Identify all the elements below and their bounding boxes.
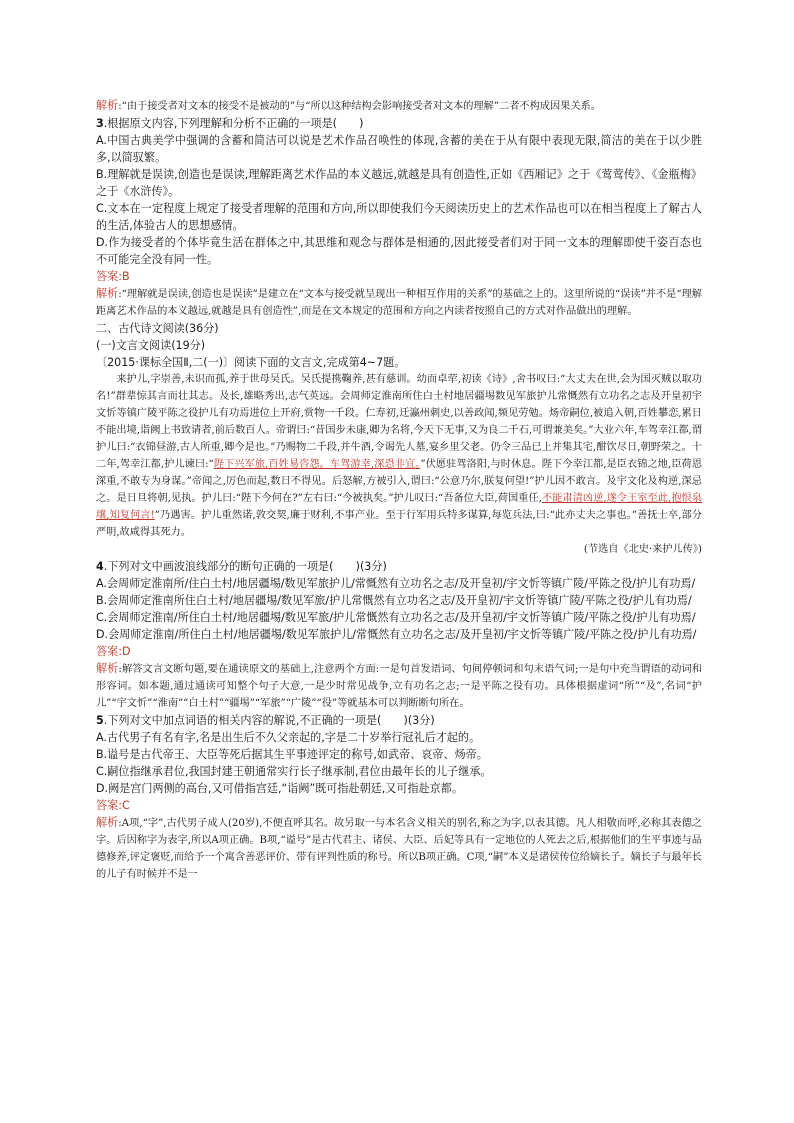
option-b: B.会周师定淮南所住白土村/地居疆埸/数见军旅/护儿常慨然有立功名之志/及开皇初/宇文忻等镇广陵/平陈之役/护儿有功焉/ bbox=[96, 594, 692, 607]
question-text: .下列对文中画波浪线部分的断句正确的一项是( )(3分) bbox=[103, 560, 387, 573]
analysis-paragraph bbox=[96, 285, 702, 320]
analysis-paragraph bbox=[96, 97, 702, 115]
answer-label: 答案 bbox=[96, 270, 119, 283]
analysis-text: :“由于接受者对文本的接受不是被动的”与“所以这种结构会影响接受者对文本的理解”二者不构成因果关系。 bbox=[118, 101, 601, 112]
classical-passage bbox=[96, 371, 702, 541]
answer-value: :C bbox=[118, 799, 130, 812]
answer-line bbox=[96, 643, 702, 660]
option-b: B.谥号是古代帝王、大臣等死后据其生平事迹评定的称号,如武帝、哀帝、炀帝。 bbox=[96, 748, 488, 761]
option-b: B.理解就是误读,创造也是误读,理解距离艺术作品的本义越远,就越是具有创造性,正如《西厢记》之于《莺莺传》、《金瓶梅》之于《水浒传》。 bbox=[96, 168, 702, 198]
question-3-stem bbox=[96, 115, 702, 132]
underlined-sentence: 陛下兴军旅,百姓易咨怨。车驾游幸,深恐非宜。 bbox=[213, 459, 421, 470]
passage-text: ”伏愿驻驾洛阳,与时休息。陛下今幸江都,是臣衣锦之地,臣荷恩深重,不敢专为身谋。”帝闻之,厉色而起,数日不得见。后怒解,方被引入,谓曰:“公意乃尔,朕复何望!”护儿因不敢言。及宇文化及构逆,深忌之。是日旦将朝,见执。护儿曰:“陛下今何在?”左右曰:“今被执矣。”护儿叹曰:“吾备位大臣,荷国重任, bbox=[96, 459, 703, 504]
option-d: D.会周师定淮南/所住白土村/地居疆埸/数见军旅护儿/常慨然有立功名之志/及开皇初/宇文忻等镇广陵/平陈之役/护儿有功焉/ bbox=[96, 628, 697, 641]
question-text: .下列对文中加点词语的相关内容的解说,不正确的一项是( )(3分) bbox=[103, 714, 435, 727]
analysis-label: 解析 bbox=[96, 287, 119, 300]
answer-value: :B bbox=[118, 270, 130, 283]
underlined-sentence: 不能肃清凶逆,遂令王室至此,抱恨泉壤,知复何言! bbox=[96, 493, 702, 521]
analysis-text: :“理解就是误读,创造也是误读”是建立在“文本与接受就呈现出一种相互作用的关系”的基础之上的。这里所说的“误读”并不是“理解距离艺术作品的本义越远,就越是具有创造性”,而是在文本规定的范围和方向之内读者按照自己的方式对作品做出的理解。 bbox=[96, 289, 702, 317]
reading-instruction: 〔2015·课标全国Ⅱ,二(一)〕阅读下面的文言文,完成第4~7题。 bbox=[96, 356, 406, 369]
option-c: C.文本在一定程度上规定了接受者理解的范围和方向,所以即使我们今天阅读历史上的艺术作品也可以在相当程度上了解古人的生活,体验古人的思想感情。 bbox=[96, 202, 702, 232]
document-page bbox=[96, 97, 702, 883]
analysis-paragraph bbox=[96, 660, 702, 712]
passage-text: ”乃遇害。护儿重然诺,敦交契,廉于财利,不事产业。至于行军用兵特多谋算,每览兵法,曰:“此亦丈夫之事也。”善抚士卒,部分严明,故咸得其死力。 bbox=[96, 510, 702, 538]
passage-source: (节选自《北史·来护儿传》) bbox=[583, 544, 702, 555]
analysis-text: :解答文言文断句题,要在通读原文的基础上,注意两个方面:一是句首发语词、句间停顿词和句末语气词;一是句中充当谓语的动词和形容词。如本题,通过通读可知整个句子大意,一是少时常见战争,立有功名之志;一是平陈之役有功。具体根据虚词“所”“及”,名词“护儿”“宇文忻”“淮南”“白土村”“疆埸”“军旅”“广陵”“役”等就基本可以判断断句所在。 bbox=[96, 664, 702, 709]
answer-label: 答案 bbox=[96, 799, 119, 812]
answer-label: 答案 bbox=[96, 645, 119, 658]
analysis-label: 解析 bbox=[96, 662, 119, 675]
option-a: A.会周师定淮南所/住白土村/地居疆埸/数见军旅护儿/常慨然有立功名之志/及开皇初/宇文忻等镇广陵/平陈之役/护儿有功焉/ bbox=[96, 577, 696, 590]
question-4-stem bbox=[96, 558, 702, 575]
question-5-stem bbox=[96, 712, 702, 729]
answer-value: :D bbox=[118, 645, 131, 658]
option-d: D.阙是宫门两侧的高台,又可借指宫廷,“诣阙”既可指赴朝廷,又可指赴京都。 bbox=[96, 782, 463, 795]
subsection-heading: (一)文言文阅读(19分) bbox=[96, 339, 206, 352]
passage-text: 来护儿,字崇善,未识而孤,养于世母吴氏。吴氏提携鞠养,甚有慈训。幼而卓荦,初读《诗》,舍书叹曰:“大丈夫在世,会为国灭贼以取功名!”群辈惊其言而壮其志。及长,雄略秀出,志气英远。会周师定淮南所住白土村地居疆埸数见军旅护儿常慨然有立功名之志及开皇初宇文忻等镇广陵平陈之役护儿有功焉进位上开府,赏物一千段。仁寿初,迁瀛州刺史,以善政闻,频见劳勉。炀帝嗣位,被追入朝,百姓攀恋,累日不能出境,诣阙上书致请者,前后数百人。帝谓曰:“昔国步未康,卿为名将,今天下无事,又为良二千石,可谓兼美矣。”大业六年,车驾幸江都,谓护儿曰:“衣锦昼游,古人所重,卿今是也。”乃赐物二千段,并牛酒,令谒先人墓,宴乡里父老。仍令三品已上并集其宅,酣饮尽日,朝野荣之。十二年,驾幸江都,护儿谏曰:“ bbox=[96, 374, 702, 470]
answer-line bbox=[96, 797, 702, 814]
option-a: A.古代男子有名有字,名是出生后不久父亲起的,字是二十岁举行冠礼后才起的。 bbox=[96, 731, 481, 744]
analysis-text: :A项,“字”,古代男子成人(20岁),不便直呼其名。故另取一与本名含义相关的别名,称之为字,以表其德。凡人相敬而呼,必称其表德之字。后因称字为表字,所以A项正确。B项,“谥号”是古代君主、诸侯、大臣、后妃等具有一定地位的人死去之后,根据他们的生平事迹与品德修养,评定褒贬,而给予一个寓含善恶评价、带有评判性质的称号。所以B项正确。C项,“嗣”本义是诸侯传位给嫡长子。嫡长子与最年长的儿子有时候并不是一 bbox=[96, 818, 702, 880]
section-heading: 二、古代诗文阅读(36分) bbox=[96, 322, 219, 335]
answer-line bbox=[96, 268, 702, 285]
question-number: 5 bbox=[96, 714, 104, 727]
analysis-label: 解析 bbox=[96, 99, 119, 112]
option-c: C.会周师定淮南/所住白土村/地居疆埸/数见军旅/护儿常慨然有立功名之志/及开皇初/宇文忻等镇广陵/平陈之役/护儿有功焉/ bbox=[96, 611, 696, 624]
question-text: .根据原文内容,下列理解和分析不正确的一项是( ) bbox=[103, 117, 364, 130]
option-a: A.中国古典美学中强调的含蓄和简洁可以说是艺术作品召唤性的体现,含蓄的美在于从有限中表现无限,简洁的美在于以少胜多,以简驭繁。 bbox=[96, 134, 702, 164]
option-d: D.作为接受者的个体毕竟生活在群体之中,其思维和观念与群体是相通的,因此接受者们对于同一文本的理解即使千姿百态也不可能完全没有同一性。 bbox=[96, 236, 702, 266]
option-c: C.嗣位指继承君位,我国封建王朝通常实行长子继承制,君位由最年长的儿子继承。 bbox=[96, 765, 492, 778]
analysis-paragraph bbox=[96, 814, 702, 883]
question-number: 4 bbox=[96, 560, 104, 573]
analysis-label: 解析 bbox=[96, 816, 119, 829]
question-number: 3 bbox=[96, 117, 104, 130]
